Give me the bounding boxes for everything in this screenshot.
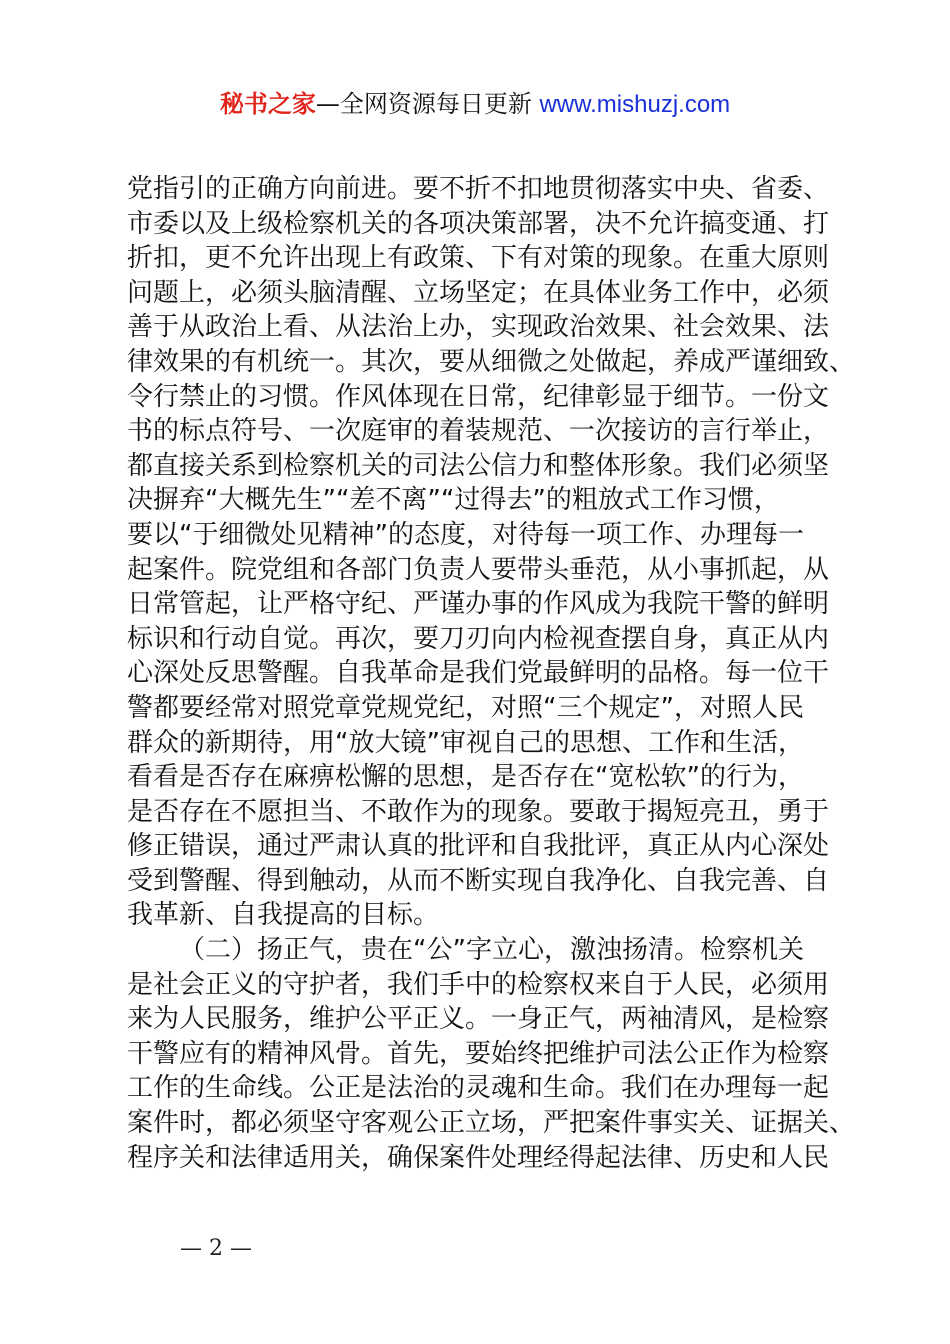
body-line: 群众的新期待，用“放大镜”审视自己的思想、工作和生活，	[127, 727, 804, 758]
page-number: — 2 —	[180, 1236, 252, 1261]
body-line: 令行禁止的习惯。作风体现在日常，纪律彰显于细节。一份文	[127, 381, 830, 412]
body-line: 书的标点符号、一次庭审的着装规范、一次接访的言行举止，	[127, 416, 830, 447]
document-body	[127, 172, 856, 1175]
body-line: 修正错误，通过严肃认真的批评和自我批评，真正从内心深处	[127, 831, 830, 862]
body-line: 受到警醒、得到触动，从而不断实现自我净化、自我完善、自	[127, 865, 830, 896]
body-line: 问题上，必须头脑清醒、立场坚定；在具体业务工作中，必须	[127, 277, 830, 308]
body-line: 党指引的正确方向前进。要不折不扣地贯彻落实中央、省委、	[127, 174, 830, 204]
body-line: 案件时，都必须坚守客观公正立场，严把案件事实关、证据关、	[127, 1108, 856, 1139]
body-line: 程序关和法律适用关，确保案件处理经得起法律、历史和人民	[127, 1142, 830, 1173]
body-line: 来为人民服务，维护公平正义。一身正气，两袖清风，是检察	[127, 1004, 830, 1035]
body-line: 心深处反思警醒。自我革命是我们党最鲜明的品格。每一位干	[127, 658, 830, 689]
body-line: 我革新、自我提高的目标。	[127, 900, 440, 931]
body-line: 工作的生命线。公正是法治的灵魂和生命。我们在办理每一起	[127, 1073, 830, 1104]
site-brand: 秘书之家	[219, 90, 316, 118]
body-line: 日常管起，让严格守纪、严谨办事的作风成为我院干警的鲜明	[127, 589, 830, 620]
body-line: 是社会正义的守护者，我们手中的检察权来自于人民，必须用	[127, 969, 830, 1000]
body-line: 标识和行动自觉。再次，要刀刃向内检视查摆自身，真正从内	[127, 623, 830, 654]
body-line: 起案件。院党组和各部门负责人要带头垂范，从小事抓起，从	[127, 554, 830, 585]
body-line: 善于从政治上看、从法治上办，实现政治效果、社会效果、法	[127, 312, 830, 343]
body-line: 看看是否存在麻痹松懈的思想，是否存在“宽松软”的行为，	[127, 762, 804, 793]
body-line: 都直接关系到检察机关的司法公信力和整体形象。我们必须坚	[127, 450, 830, 481]
body-line: 是否存在不愿担当、不敢作为的现象。要敢于揭短亮丑，勇于	[127, 796, 830, 827]
body-line: 警都要经常对照党章党规党纪，对照“三个规定”，对照人民	[127, 692, 804, 723]
section-heading-line: （二）扬正气，贵在“公”字立心，激浊扬清。检察机关	[179, 935, 804, 966]
body-line: 决摒弃“大概先生”“差不离”“过得去”的粗放式工作习惯，	[127, 485, 780, 516]
body-line: 要以“于细微处见精神”的态度，对待每一项工作、办理每一	[127, 519, 804, 550]
site-slogan: —全网资源每日更新	[315, 90, 532, 118]
body-line: 律效果的有机统一。其次，要从细微之处做起，养成严谨细致、	[127, 346, 856, 377]
site-url-link[interactable]: www.mishuzj.com	[539, 91, 731, 118]
body-line: 市委以及上级检察机关的各项决策部署，决不允许搞变通、打	[127, 208, 830, 239]
body-line: 干警应有的精神风骨。首先，要始终把维护司法公正作为检察	[127, 1038, 830, 1069]
site-header	[0, 86, 950, 123]
body-line: 折扣，更不允许出现上有政策、下有对策的现象。在重大原则	[127, 243, 830, 274]
